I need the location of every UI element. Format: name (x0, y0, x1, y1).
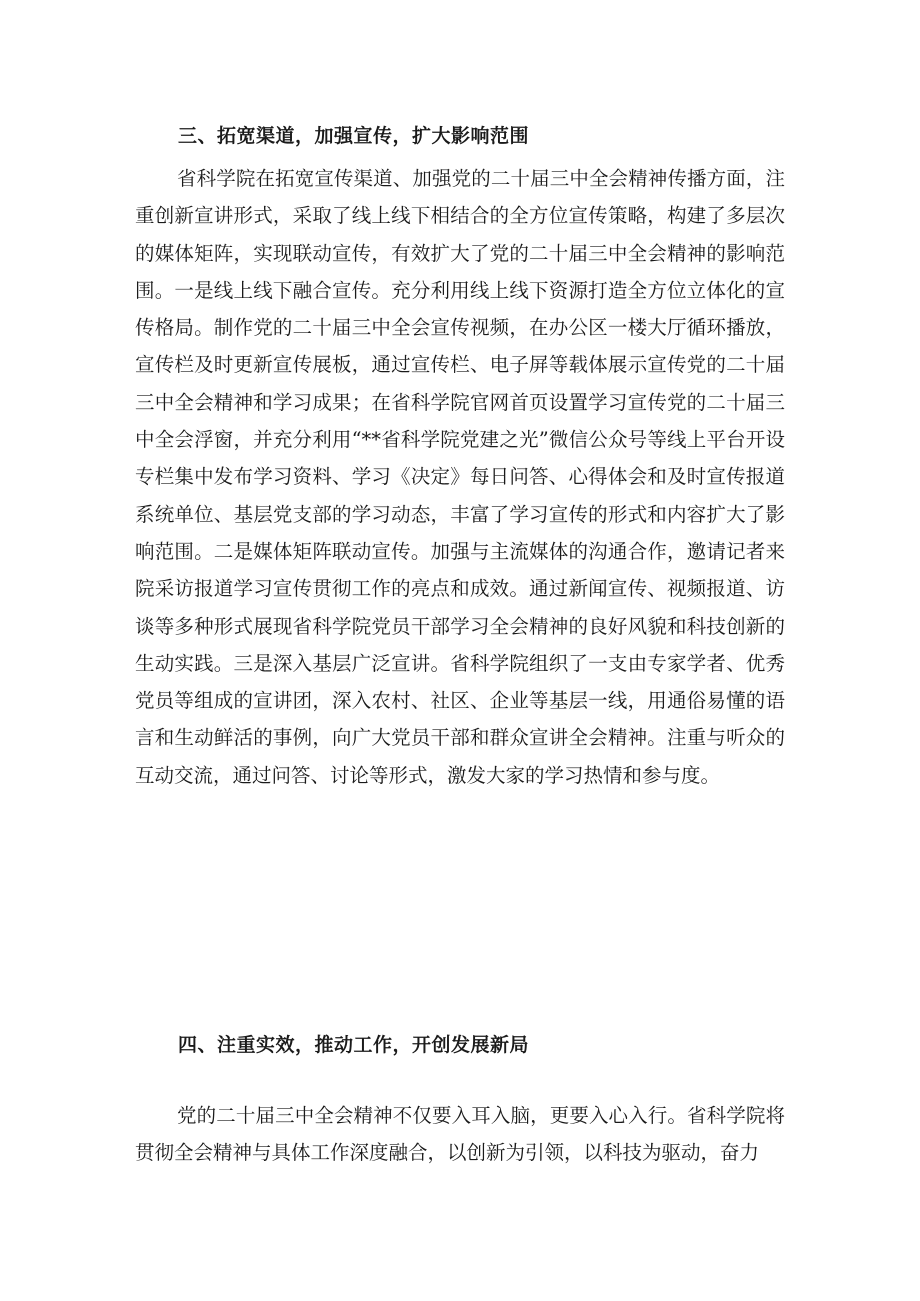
section-four-heading: 四、注重实效，推动工作，开创发展新局 (178, 1034, 530, 1056)
section-four-paragraph: 党的二十届三中全会精神不仅要入耳入脑，更要入心入行。省科学院将贯彻全会精神与具体工作深度融合，以创新为引领，以科技为驱动，奋力 (135, 1104, 785, 1165)
section-three-paragraph: 省科学院在拓宽宣传渠道、加强党的二十届三中全会精神传播方面，注重创新宣讲形式，采取了线上线下相结合的全方位宣传策略，构建了多层次的媒体矩阵，实现联动宣传，有效扩大了党的二十届三中全会精神的影响范围。一是线上线下融合宣传。充分利用线上线下资源打造全方位立体化的宣传格局。制作党的二十届三中全会宣传视频，在办公区一楼大厅循环播放，宣传栏及时更新宣传展板，通过宣传栏、电子屏等载体展示宣传党的二十届三中全会精神和学习成果；在省科学院官网首页设置学习宣传党的二十届三中全会浮窗，并充分利用“**省科学院党建之光”微信公众号等线上平台开设专栏集中发布学习资料、学习《决定》每日问答、心得体会和及时宣传报道系统单位、基层党支部的学习动态，丰富了学习宣传的形式和内容扩大了影响范围。二是媒体矩阵联动宣传。加强与主流媒体的沟通合作，邀请记者来院采访报道学习宣传贯彻工作的亮点和成效。通过新闻宣传、视频报道、访谈等多种形式展现省科学院党员干部学习全会精神的良好风貌和科技创新的生动实践。三是深入基层广泛宣讲。省科学院组织了一支由专家学者、优秀党员等组成的宣讲团，深入农村、社区、企业等基层一线，用通俗易懂的语言和生动鲜活的事例，向广大党员干部和群众宣讲全会精神。注重与听众的互动交流，通过问答、讨论等形式，激发大家的学习热情和参与度。 (135, 167, 785, 787)
section-three-heading: 三、拓宽渠道，加强宣传，扩大影响范围 (178, 125, 530, 147)
